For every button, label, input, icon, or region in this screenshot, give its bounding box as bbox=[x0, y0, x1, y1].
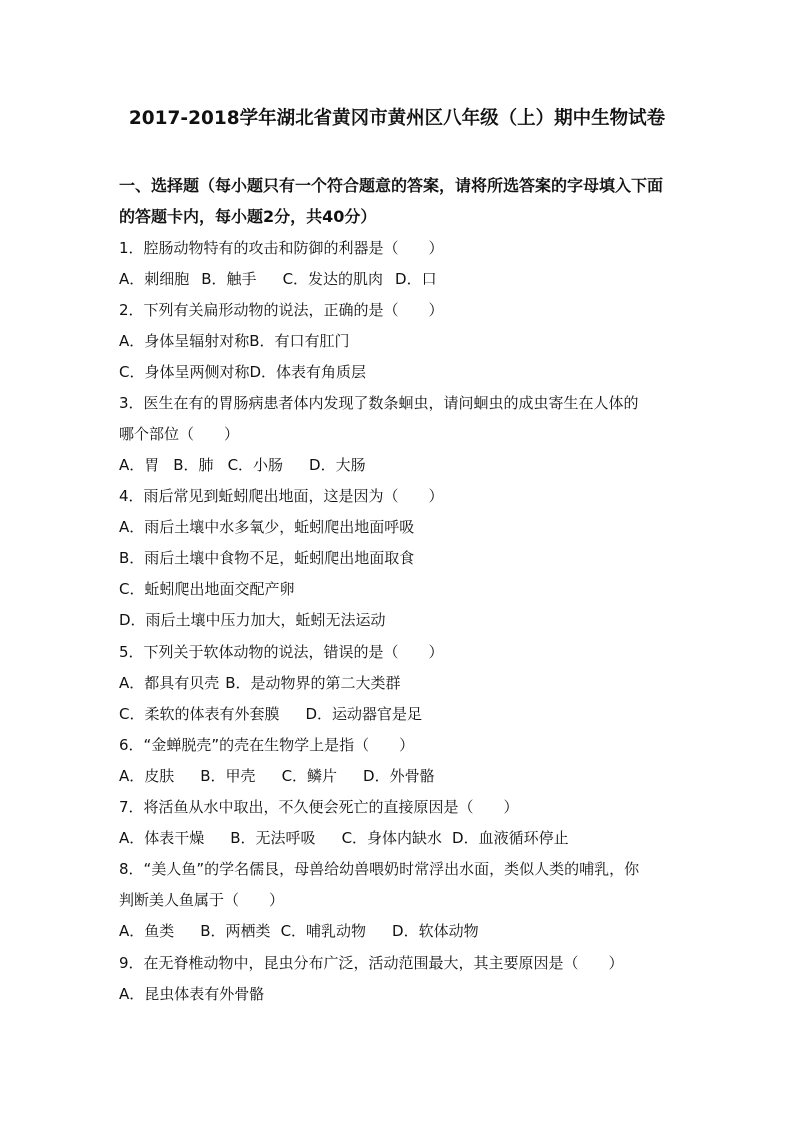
q5-option-a: A．都具有贝壳 bbox=[119, 674, 220, 692]
section-heading-line2: 的答题卡内，每小题2分，共40分） bbox=[119, 207, 377, 226]
q4-option-d: D．雨后土壤中压力加大，蚯蚓无法运动 bbox=[119, 611, 386, 629]
q1-option-d: D．口 bbox=[395, 270, 437, 288]
q4-option-a: A．雨后土壤中水多氧少，蚯蚓爬出地面呼吸 bbox=[119, 518, 415, 536]
q8-option-d: D．软体动物 bbox=[392, 922, 479, 940]
question-8-stem-line2: 判断美人鱼属于（ ） bbox=[119, 891, 285, 909]
question-7-stem: 7．将活鱼从水中取出，不久便会死亡的直接原因是（ ） bbox=[119, 798, 519, 816]
q2-option-c: C．身体呈两侧对称 bbox=[119, 363, 250, 381]
question-5-options-ab bbox=[119, 673, 401, 693]
question-7-options bbox=[119, 828, 569, 848]
q9-option-a: A．昆虫体表有外骨骼 bbox=[119, 985, 265, 1003]
question-8-stem-line1: 8．“美人鱼”的学名儒艮，母兽给幼兽喂奶时常浮出水面，类似人类的哺乳，你 bbox=[119, 860, 640, 878]
q3-option-a: A．胃 bbox=[119, 456, 160, 474]
q6-option-a: A．皮肤 bbox=[119, 767, 175, 785]
q2-option-a: A．身体呈辐射对称 bbox=[119, 332, 250, 350]
question-3-stem-line1: 3．医生在有的胃肠病患者体内发现了数条蛔虫，请问蛔虫的成虫寄生在人体的 bbox=[119, 394, 639, 412]
question-3-stem-line2: 哪个部位（ ） bbox=[119, 425, 240, 443]
question-1-options bbox=[119, 269, 437, 289]
q7-option-d: D．血液循环停止 bbox=[452, 829, 569, 847]
q4-option-c: C．蚯蚓爬出地面交配产卵 bbox=[119, 580, 295, 598]
q1-option-c: C．发达的肌肉 bbox=[282, 270, 384, 288]
question-9-stem: 9．在无脊椎动物中，昆虫分布广泛，活动范围最大，其主要原因是（ ） bbox=[119, 954, 624, 972]
q4-option-b: B．雨后土壤中食物不足，蚯蚓爬出地面取食 bbox=[119, 549, 415, 567]
q6-option-d: D．外骨骼 bbox=[363, 767, 435, 785]
q1-option-a: A．刺细胞 bbox=[119, 270, 190, 288]
question-2-options-ab bbox=[119, 331, 350, 351]
question-1-stem: 1．腔肠动物特有的攻击和防御的利器是（ ） bbox=[119, 239, 444, 257]
question-3-options bbox=[119, 455, 366, 475]
q8-option-a: A．鱼类 bbox=[119, 922, 175, 940]
q7-option-b: B．无法呼吸 bbox=[230, 829, 316, 847]
q7-option-a: A．体表干燥 bbox=[119, 829, 205, 847]
question-4-stem: 4．雨后常见到蚯蚓爬出地面，这是因为（ ） bbox=[119, 487, 444, 505]
q1-option-b: B．触手 bbox=[201, 270, 257, 288]
question-6-options bbox=[119, 766, 435, 786]
q2-option-b: B．有口有肛门 bbox=[249, 332, 350, 350]
page-title: 2017-2018学年湖北省黄冈市黄州区八年级（上）期中生物试卷 bbox=[128, 108, 666, 129]
question-2-stem: 2．下列有关扁形动物的说法，正确的是（ ） bbox=[119, 301, 444, 319]
question-6-stem: 6．“金蝉脱壳”的壳在生物学上是指（ ） bbox=[119, 736, 415, 754]
question-2-options-cd bbox=[119, 362, 366, 382]
q6-option-c: C．鳞片 bbox=[281, 767, 338, 785]
q5-option-d: D．运动器官是足 bbox=[305, 705, 423, 723]
question-5-options-cd bbox=[119, 704, 422, 724]
q3-option-d: D．大肠 bbox=[309, 456, 366, 474]
q7-option-c: C．身体内缺水 bbox=[341, 829, 443, 847]
q6-option-b: B．甲壳 bbox=[200, 767, 256, 785]
question-8-options bbox=[119, 921, 479, 941]
q3-option-c: C．小肠 bbox=[227, 456, 284, 474]
section-heading-line1: 一、选择题（每小题只有一个符合题意的答案，请将所选答案的字母填入下面 bbox=[119, 176, 664, 195]
q8-option-b: B．两栖类 bbox=[200, 922, 271, 940]
q3-option-b: B．肺 bbox=[173, 456, 214, 474]
q8-option-c: C．哺乳动物 bbox=[280, 922, 367, 940]
q2-option-d: D．体表有角质层 bbox=[249, 363, 367, 381]
question-5-stem: 5．下列关于软体动物的说法，错误的是（ ） bbox=[119, 643, 444, 661]
q5-option-b: B．是动物界的第二大类群 bbox=[225, 674, 401, 692]
q5-option-c: C．柔软的体表有外套膜 bbox=[119, 705, 280, 723]
